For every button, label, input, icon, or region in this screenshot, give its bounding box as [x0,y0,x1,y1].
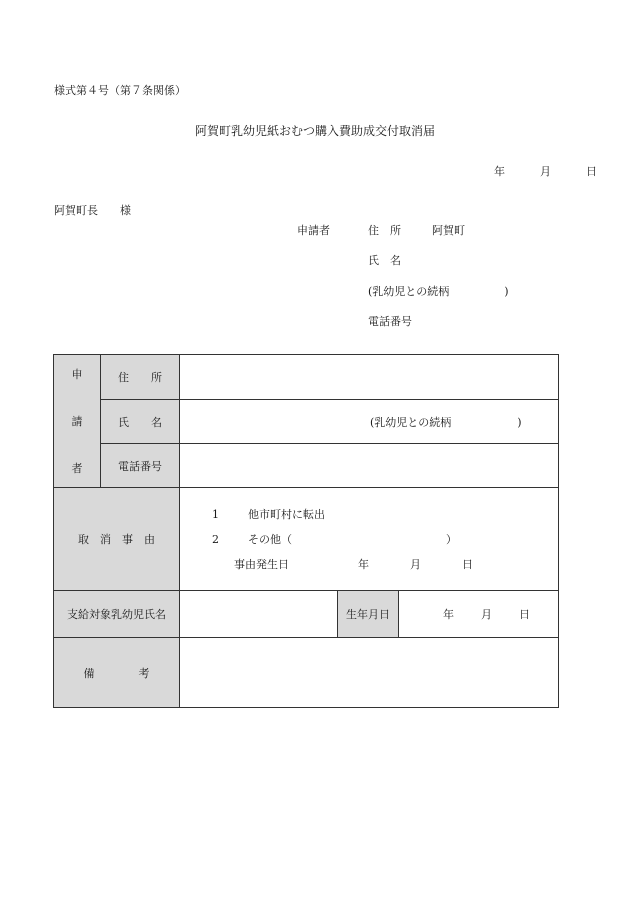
reason-1-text: 他市町村に転出 [248,507,325,521]
birth-day: 日 [519,608,531,621]
remarks-row [54,638,559,708]
name-field[interactable] [180,400,559,444]
document-title: 阿賀町乳幼児紙おむつ購入費助成交付取消届 [194,124,435,138]
applicant-char-3: 者 [71,462,83,475]
birth-date-field[interactable] [399,591,559,638]
form-number: 様式第４号（第７条関係） [54,84,186,97]
birth-year: 年 [443,608,455,621]
name-label: 氏 名 [101,400,180,444]
applicant-relation: (乳幼児との続柄 ) [368,285,509,298]
occurrence-year: 年 [358,557,369,571]
date-year: 年 [494,165,505,178]
child-row [54,591,559,638]
address-row [54,355,559,400]
remarks-field[interactable] [180,638,559,708]
addressee: 阿賀町長 様 [54,204,131,217]
applicant-address-label: 住 所 [368,224,401,237]
reason-option-2[interactable] [212,527,558,552]
child-label: 支給対象乳幼児氏名 [54,591,180,638]
phone-row [54,444,559,488]
date-month: 月 [540,165,551,178]
address-label: 住 所 [101,355,180,400]
form-table [53,354,559,708]
phone-label: 電話番号 [101,444,180,488]
reason-2-number: 2 [212,532,219,546]
reason-1-number: 1 [212,507,219,521]
birth-month: 月 [481,608,493,621]
relation-text: (乳幼児との続柄 ) [370,415,522,429]
child-name-field[interactable] [180,591,338,638]
reason-2-text: その他（ ） [248,532,457,546]
applicant-side-label [54,355,101,488]
applicant-label: 申請者 [297,224,330,237]
applicant-address-value: 阿賀町 [432,224,465,237]
name-row [54,400,559,444]
date-day: 日 [586,165,597,178]
reason-row [54,488,559,591]
reason-field[interactable] [180,488,559,591]
occurrence-month: 月 [410,557,421,571]
occurrence-date-line [212,552,558,577]
submission-date [494,163,597,179]
phone-field[interactable] [180,444,559,488]
applicant-char-1: 申 [71,368,83,381]
reason-label: 取 消 事 由 [54,488,180,591]
address-field[interactable] [180,355,559,400]
applicant-name-label: 氏 名 [368,254,401,267]
occurrence-day: 日 [462,557,473,571]
occurrence-label: 事由発生日 [234,557,289,571]
birth-label: 生年月日 [338,591,399,638]
reason-option-1[interactable] [212,502,558,527]
applicant-char-2: 請 [71,415,83,428]
applicant-address-row [368,222,465,238]
remarks-label: 備 考 [54,638,180,708]
applicant-phone-label: 電話番号 [368,315,412,328]
